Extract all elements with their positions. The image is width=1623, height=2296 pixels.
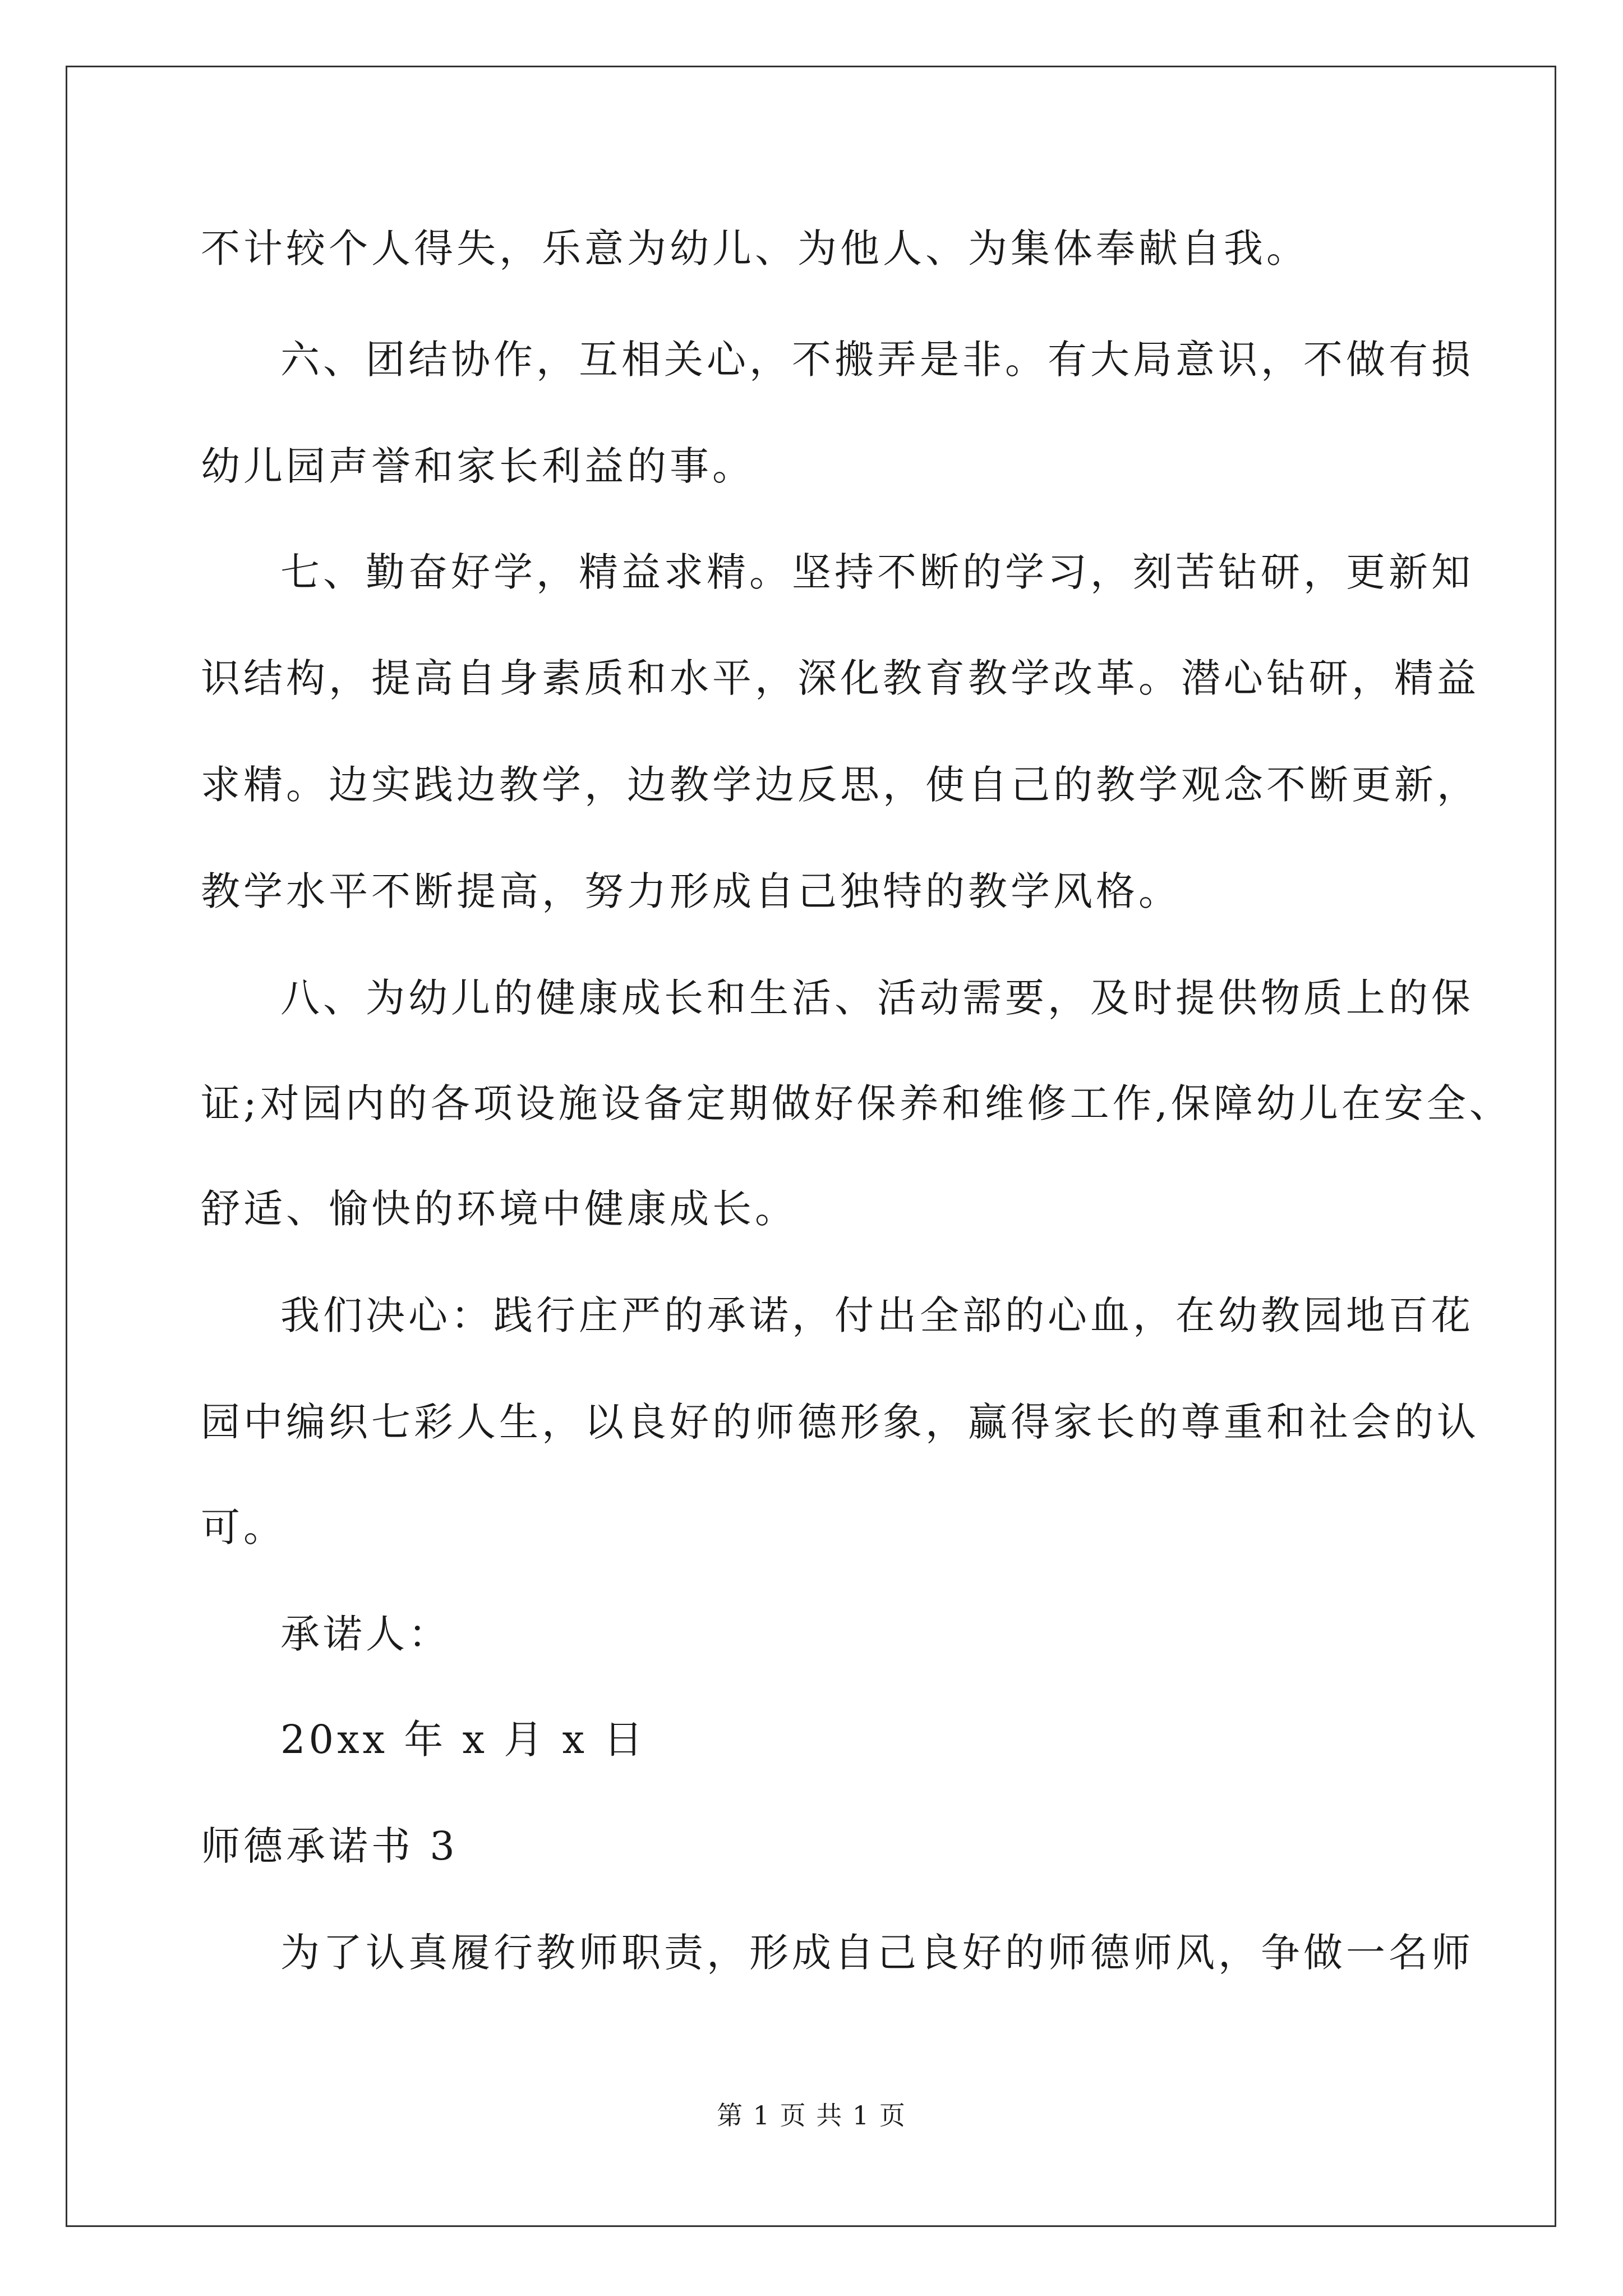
text-line: 可。 [201,1504,286,1550]
date-line: 20xx 年 x 月 x 日 [280,1717,647,1763]
text-line: 教学水平不断提高，努力形成自己独特的教学风格。 [201,868,1181,914]
text-line: 为了认真履行教师职责，形成自己良好的师德师风，争做一名师 [280,1930,1474,1976]
section-heading: 师德承诺书 3 [201,1823,458,1869]
text-line: 证;对园内的各项设施设备定期做好保养和维修工作,保障幼儿在安全、 [201,1080,1512,1126]
page-frame [66,66,1556,2227]
text-line: 求精。边实践边教学，边教学边反思，使自己的教学观念不断更新， [201,762,1479,808]
text-line: 园中编织七彩人生，以良好的师德形象，赢得家长的尊重和社会的认 [201,1399,1479,1445]
signatory-label: 承诺人： [280,1611,451,1657]
text-line: 舒适、愉快的环境中健康成长。 [201,1186,797,1232]
text-line: 我们决心：践行庄严的承诺，付出全部的心血，在幼教园地百花 [280,1292,1474,1338]
text-line: 八、为幼儿的健康成长和生活、活动需要，及时提供物质上的保 [280,975,1474,1021]
text-line: 识结构，提高自身素质和水平，深化教育教学改革。潜心钻研，精益 [201,655,1479,701]
text-line: 不计较个人得失，乐意为幼儿、为他人、为集体奉献自我。 [201,226,1309,272]
page-footer: 第 1 页 共 1 页 [717,2100,906,2131]
text-line: 六、团结协作，互相关心，不搬弄是非。有大局意识，不做有损 [280,337,1474,383]
text-line: 七、勤奋好学，精益求精。坚持不断的学习，刻苦钻研，更新知 [280,549,1474,595]
text-line: 幼儿园声誉和家长利益的事。 [201,443,755,489]
